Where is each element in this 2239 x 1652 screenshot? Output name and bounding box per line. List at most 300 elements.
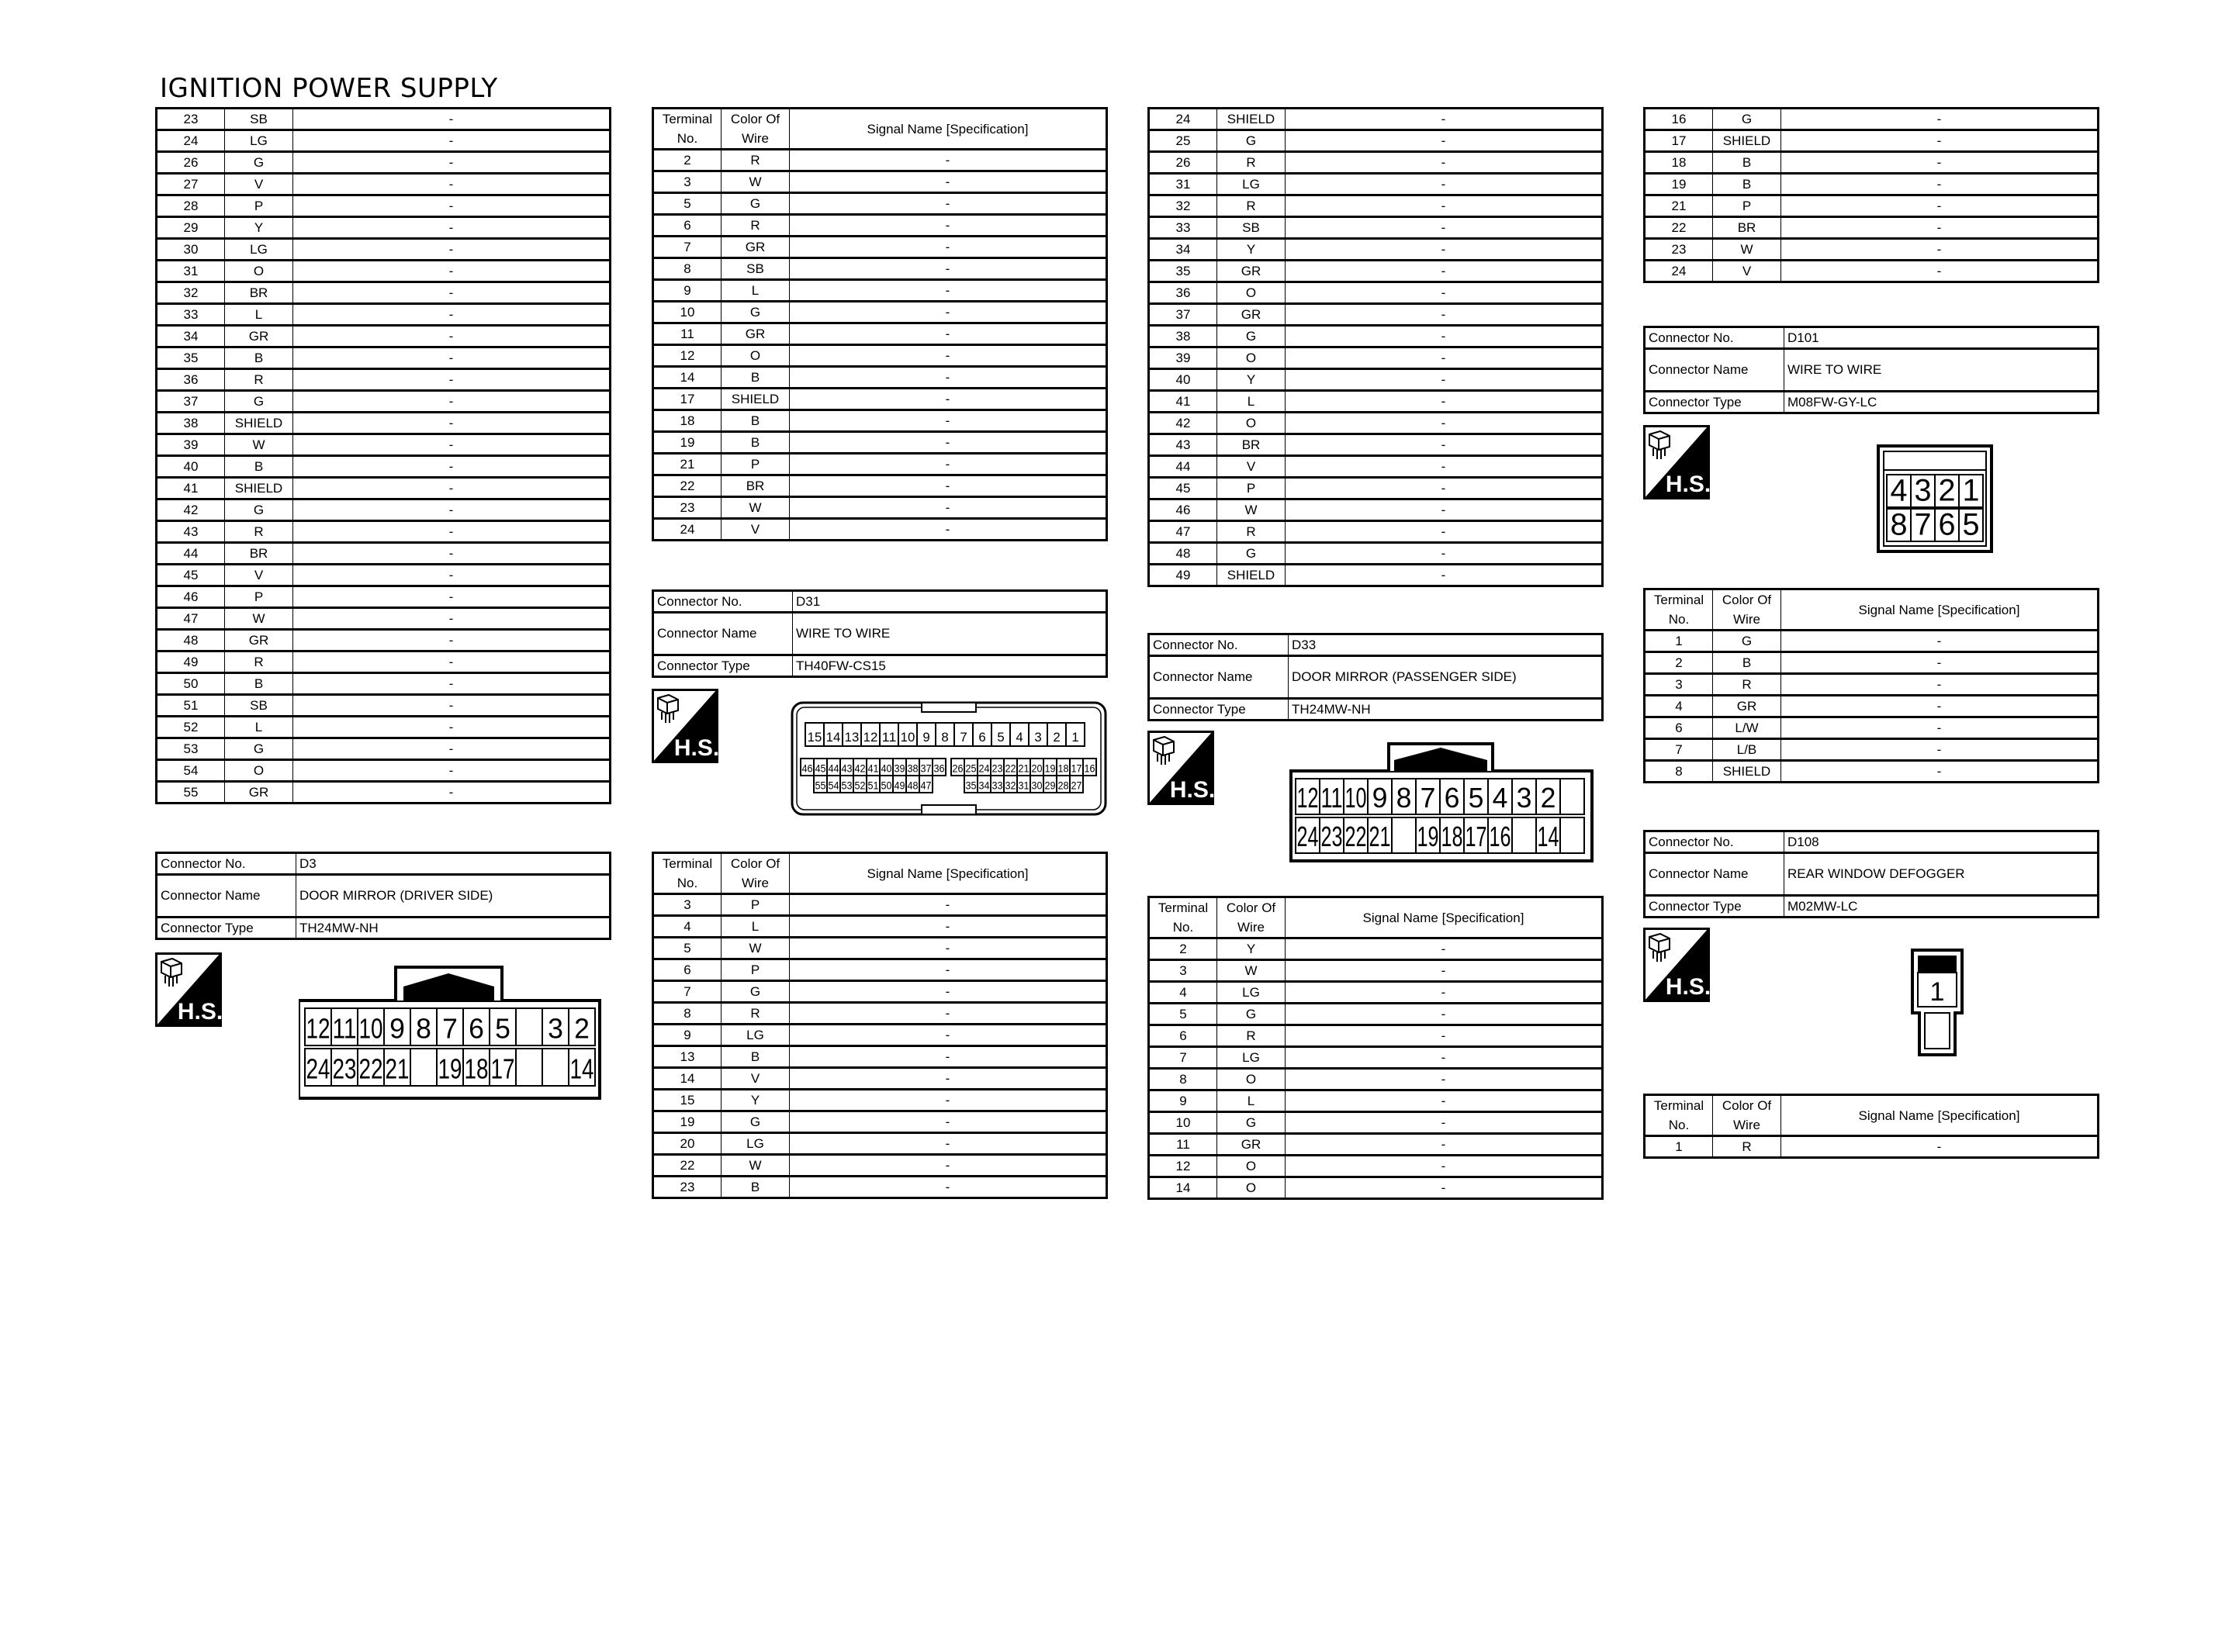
terminal-table-d108 bbox=[1643, 1094, 2099, 1159]
signal-name: - bbox=[1286, 565, 1603, 586]
table-row bbox=[157, 456, 611, 478]
signal-name: - bbox=[293, 673, 611, 695]
signal-name: - bbox=[293, 456, 611, 478]
pin-label: 4 bbox=[1016, 730, 1023, 745]
signal-name: - bbox=[1781, 174, 2099, 195]
terminal-no: 1 bbox=[1645, 1136, 1713, 1158]
pin-label: 29 bbox=[1044, 779, 1056, 792]
table-row bbox=[1149, 478, 1603, 499]
pin-label: 45 bbox=[815, 762, 826, 775]
terminal-no: 24 bbox=[157, 130, 225, 152]
pin-label: 23 bbox=[1320, 820, 1343, 852]
table-row bbox=[157, 174, 611, 195]
table-row bbox=[1149, 1090, 1603, 1112]
table-row bbox=[653, 258, 1107, 280]
wire-color: BR bbox=[1713, 217, 1781, 239]
terminal-no: 23 bbox=[1645, 239, 1713, 261]
wire-color: R bbox=[1217, 521, 1286, 543]
pin-label: 8 bbox=[416, 1012, 431, 1045]
table-row bbox=[653, 454, 1107, 475]
wire-color: G bbox=[225, 391, 293, 413]
wire-color: SB bbox=[225, 109, 293, 130]
signal-name: - bbox=[1286, 1134, 1603, 1156]
connector-no: D31 bbox=[793, 591, 1107, 613]
table-row bbox=[1149, 982, 1603, 1004]
terminal-no: 40 bbox=[157, 456, 225, 478]
table-row bbox=[1149, 391, 1603, 413]
table-row bbox=[157, 673, 611, 695]
table-row bbox=[157, 782, 611, 804]
signal-name: - bbox=[790, 237, 1107, 258]
table-row bbox=[1645, 717, 2099, 739]
terminal-no: 38 bbox=[1149, 326, 1217, 347]
signal-name: - bbox=[293, 391, 611, 413]
pin-label: 23 bbox=[991, 762, 1003, 775]
terminal-no: 12 bbox=[1149, 1156, 1217, 1177]
pin-label: 47 bbox=[920, 779, 932, 792]
signal-name: - bbox=[1286, 239, 1603, 261]
wire-color: G bbox=[225, 738, 293, 760]
terminal-no: 36 bbox=[157, 369, 225, 391]
connector-no: D101 bbox=[1784, 327, 2099, 349]
signal-name: - bbox=[1286, 261, 1603, 282]
signal-name: - bbox=[1286, 130, 1603, 152]
pin-label: 11 bbox=[332, 1012, 357, 1045]
signal-name: - bbox=[293, 130, 611, 152]
table-row bbox=[1149, 960, 1603, 982]
signal-name: - bbox=[1781, 195, 2099, 217]
terminal-no: 22 bbox=[1645, 217, 1713, 239]
table-row bbox=[1149, 938, 1603, 960]
pin-label: 24 bbox=[1296, 820, 1319, 852]
pin-label: 18 bbox=[464, 1052, 489, 1085]
wire-color: W bbox=[225, 434, 293, 456]
terminal-no: 37 bbox=[157, 391, 225, 413]
table-row bbox=[157, 304, 611, 326]
wire-color: O bbox=[1217, 1177, 1286, 1199]
table-row bbox=[653, 1111, 1107, 1133]
signal-name: - bbox=[790, 323, 1107, 345]
pin-label: 12 bbox=[306, 1012, 330, 1045]
terminal-no: 9 bbox=[653, 280, 722, 302]
connector-name: DOOR MIRROR (DRIVER SIDE) bbox=[296, 875, 611, 918]
pin-label: 42 bbox=[854, 762, 866, 775]
table-row bbox=[653, 193, 1107, 215]
table-row bbox=[653, 1025, 1107, 1046]
terminal-no: 16 bbox=[1645, 109, 1713, 130]
wire-color: L bbox=[1217, 391, 1286, 413]
wire-color: B bbox=[722, 410, 790, 432]
table-row bbox=[1149, 239, 1603, 261]
table-row bbox=[157, 565, 611, 586]
header-signal-name: Signal Name [Specification] bbox=[1286, 897, 1603, 938]
pin-label: 14 bbox=[569, 1052, 594, 1085]
terminal-no: 10 bbox=[653, 302, 722, 323]
pin-label: 6 bbox=[1938, 507, 1956, 542]
terminal-no: 38 bbox=[157, 413, 225, 434]
signal-name: - bbox=[790, 1090, 1107, 1111]
pin-label: 7 bbox=[1420, 781, 1436, 814]
wire-color: B bbox=[1713, 652, 1781, 674]
table-row bbox=[157, 239, 611, 261]
signal-name: - bbox=[790, 367, 1107, 389]
table-row bbox=[157, 282, 611, 304]
terminal-table-d33 bbox=[1147, 896, 1604, 1200]
table-row bbox=[1645, 174, 2099, 195]
signal-name: - bbox=[790, 519, 1107, 541]
table-row bbox=[1149, 109, 1603, 130]
table-row bbox=[1645, 674, 2099, 696]
terminal-no: 4 bbox=[1645, 696, 1713, 717]
hs-icon bbox=[1643, 425, 1710, 503]
signal-name: - bbox=[790, 938, 1107, 959]
table-row bbox=[653, 389, 1107, 410]
signal-name: - bbox=[293, 152, 611, 174]
table-header-row bbox=[1645, 1095, 2099, 1136]
signal-name: - bbox=[790, 1155, 1107, 1177]
table-row bbox=[653, 367, 1107, 389]
table-row bbox=[653, 497, 1107, 519]
table-row bbox=[157, 695, 611, 717]
table-row bbox=[1149, 195, 1603, 217]
table-row bbox=[1149, 369, 1603, 391]
wire-color: L/W bbox=[1713, 717, 1781, 739]
table-row bbox=[653, 1068, 1107, 1090]
wire-color: GR bbox=[225, 782, 293, 804]
terminal-no: 3 bbox=[1149, 960, 1217, 982]
wire-color: L bbox=[722, 280, 790, 302]
wire-color: P bbox=[225, 195, 293, 217]
table-row bbox=[653, 215, 1107, 237]
wire-color: W bbox=[722, 938, 790, 959]
signal-name: - bbox=[1286, 282, 1603, 304]
table-row bbox=[1149, 1047, 1603, 1069]
terminal-no: 46 bbox=[1149, 499, 1217, 521]
pin-label: 24 bbox=[306, 1052, 330, 1085]
hs-label: H.S. bbox=[1665, 472, 1710, 497]
label-connector-name: Connector Name bbox=[1645, 349, 1784, 392]
table-row bbox=[1149, 521, 1603, 543]
pin-label: 17 bbox=[1071, 762, 1082, 775]
wire-color: L bbox=[225, 304, 293, 326]
table-header-row bbox=[1645, 589, 2099, 631]
table-row bbox=[653, 475, 1107, 497]
pin-label: 22 bbox=[1344, 820, 1367, 852]
table-row bbox=[157, 217, 611, 239]
pin-label: 37 bbox=[920, 762, 932, 775]
terminal-no: 21 bbox=[1645, 195, 1713, 217]
table-row bbox=[157, 130, 611, 152]
terminal-no: 6 bbox=[1149, 1025, 1217, 1047]
connector-diagram-d108 bbox=[1910, 948, 1964, 1058]
signal-name: - bbox=[293, 543, 611, 565]
table-row bbox=[653, 150, 1107, 171]
signal-name: - bbox=[1286, 1047, 1603, 1069]
signal-name: - bbox=[790, 1133, 1107, 1155]
pin-label: 18 bbox=[1441, 820, 1463, 852]
terminal-no: 2 bbox=[1149, 938, 1217, 960]
terminal-no: 49 bbox=[1149, 565, 1217, 586]
table-row bbox=[157, 630, 611, 651]
wire-color: R bbox=[722, 215, 790, 237]
signal-name: - bbox=[790, 1025, 1107, 1046]
hs-icon bbox=[155, 952, 222, 1031]
signal-name: - bbox=[1781, 696, 2099, 717]
terminal-no: 3 bbox=[1645, 674, 1713, 696]
signal-name: - bbox=[1286, 1025, 1603, 1047]
wire-color: SHIELD bbox=[1713, 130, 1781, 152]
signal-name: - bbox=[1286, 391, 1603, 413]
pin-label: 17 bbox=[1465, 820, 1487, 852]
terminal-no: 30 bbox=[157, 239, 225, 261]
wire-color: B bbox=[225, 347, 293, 369]
table-row bbox=[1645, 130, 2099, 152]
table-row bbox=[1149, 304, 1603, 326]
table-row bbox=[157, 760, 611, 782]
pin-label: 8 bbox=[1396, 781, 1412, 814]
terminal-no: 6 bbox=[653, 959, 722, 981]
pin-label: 10 bbox=[358, 1012, 383, 1045]
terminal-no: 35 bbox=[1149, 261, 1217, 282]
terminal-no: 3 bbox=[653, 894, 722, 916]
terminal-table-column3 bbox=[1147, 107, 1604, 587]
wire-color: W bbox=[1217, 499, 1286, 521]
signal-name: - bbox=[1286, 174, 1603, 195]
wire-color: R bbox=[225, 369, 293, 391]
wire-color: B bbox=[1713, 174, 1781, 195]
wire-color: GR bbox=[225, 326, 293, 347]
terminal-no: 14 bbox=[1149, 1177, 1217, 1199]
terminal-no: 4 bbox=[1149, 982, 1217, 1004]
signal-name: - bbox=[293, 608, 611, 630]
pin-label: 3 bbox=[1516, 781, 1532, 814]
signal-name: - bbox=[293, 326, 611, 347]
header-terminal-no: Terminal No. bbox=[1149, 897, 1217, 938]
wire-color: G bbox=[225, 499, 293, 521]
connector-type: TH24MW-NH bbox=[296, 918, 611, 939]
table-row bbox=[1645, 761, 2099, 783]
signal-name: - bbox=[1286, 938, 1603, 960]
table-row bbox=[653, 1177, 1107, 1198]
wire-color: W bbox=[1217, 960, 1286, 982]
table-row bbox=[1149, 1177, 1603, 1199]
wire-color: O bbox=[1217, 1156, 1286, 1177]
terminal-no: 45 bbox=[1149, 478, 1217, 499]
pin-label: 35 bbox=[965, 779, 977, 792]
terminal-no: 24 bbox=[1149, 109, 1217, 130]
pin-label: 9 bbox=[389, 1012, 405, 1045]
table-row bbox=[1645, 239, 2099, 261]
wire-color: P bbox=[1217, 478, 1286, 499]
table-row bbox=[157, 347, 611, 369]
header-signal-name: Signal Name [Specification] bbox=[790, 109, 1107, 150]
pin-cavity bbox=[542, 1049, 569, 1086]
terminal-no: 44 bbox=[1149, 456, 1217, 478]
terminal-no: 41 bbox=[1149, 391, 1217, 413]
terminal-no: 22 bbox=[653, 1155, 722, 1177]
pin-label: 24 bbox=[978, 762, 990, 775]
terminal-no: 43 bbox=[1149, 434, 1217, 456]
signal-name: - bbox=[790, 193, 1107, 215]
terminal-no: 1 bbox=[1645, 631, 1713, 652]
pin-label: 21 bbox=[1369, 820, 1391, 852]
signal-name: - bbox=[1781, 1136, 2099, 1158]
signal-name: - bbox=[1781, 239, 2099, 261]
label-connector-name: Connector Name bbox=[157, 875, 296, 918]
wire-color: Y bbox=[722, 1090, 790, 1111]
wire-color: O bbox=[225, 760, 293, 782]
terminal-no: 19 bbox=[1645, 174, 1713, 195]
terminal-no: 42 bbox=[157, 499, 225, 521]
signal-name: - bbox=[790, 280, 1107, 302]
table-row bbox=[1149, 152, 1603, 174]
signal-name: - bbox=[1286, 543, 1603, 565]
label-connector-no: Connector No. bbox=[157, 853, 296, 875]
terminal-no: 55 bbox=[157, 782, 225, 804]
wire-color: W bbox=[722, 171, 790, 193]
table-row bbox=[157, 152, 611, 174]
signal-name: - bbox=[790, 1111, 1107, 1133]
wire-color: R bbox=[722, 150, 790, 171]
connector-name: REAR WINDOW DEFOGGER bbox=[1784, 853, 2099, 896]
header-terminal-no: Terminal No. bbox=[653, 109, 722, 150]
pin-label: 19 bbox=[1044, 762, 1056, 775]
terminal-no: 47 bbox=[1149, 521, 1217, 543]
label-connector-no: Connector No. bbox=[1645, 327, 1784, 349]
wire-color: LG bbox=[1217, 174, 1286, 195]
header-signal-name: Signal Name [Specification] bbox=[790, 853, 1107, 894]
pin-label: 33 bbox=[991, 779, 1003, 792]
signal-name: - bbox=[1286, 1004, 1603, 1025]
signal-name: - bbox=[293, 760, 611, 782]
table-row bbox=[653, 410, 1107, 432]
signal-name: - bbox=[1286, 1090, 1603, 1112]
terminal-no: 53 bbox=[157, 738, 225, 760]
connector-no: D3 bbox=[296, 853, 611, 875]
terminal-no: 27 bbox=[157, 174, 225, 195]
wire-color: B bbox=[225, 456, 293, 478]
signal-name: - bbox=[293, 738, 611, 760]
pin-label: 12 bbox=[863, 730, 878, 745]
connector-info-d31 bbox=[652, 589, 1108, 678]
signal-name: - bbox=[790, 981, 1107, 1003]
hs-icon bbox=[1147, 731, 1214, 809]
table-row bbox=[1149, 174, 1603, 195]
pin-label: 14 bbox=[1537, 820, 1559, 852]
table-row bbox=[653, 1155, 1107, 1177]
wire-color: V bbox=[1217, 456, 1286, 478]
terminal-no: 39 bbox=[157, 434, 225, 456]
terminal-table-d3-continued bbox=[155, 107, 611, 804]
terminal-no: 37 bbox=[1149, 304, 1217, 326]
pin-label: 18 bbox=[1057, 762, 1069, 775]
table-row bbox=[653, 894, 1107, 916]
signal-name: - bbox=[1781, 761, 2099, 783]
pin-label: 43 bbox=[841, 762, 853, 775]
terminal-no: 3 bbox=[653, 171, 722, 193]
connector-type: TH24MW-NH bbox=[1289, 699, 1603, 721]
terminal-no: 11 bbox=[653, 323, 722, 345]
wire-color: G bbox=[722, 193, 790, 215]
pin-label: 25 bbox=[965, 762, 977, 775]
wire-color: G bbox=[225, 152, 293, 174]
pin-cavity bbox=[1560, 817, 1584, 853]
table-row bbox=[1149, 499, 1603, 521]
signal-name: - bbox=[790, 302, 1107, 323]
wire-color: B bbox=[722, 1046, 790, 1068]
pin-label: 26 bbox=[952, 762, 964, 775]
pin-label: 28 bbox=[1057, 779, 1069, 792]
table-row bbox=[157, 717, 611, 738]
table-row bbox=[653, 237, 1107, 258]
table-row bbox=[1149, 1069, 1603, 1090]
signal-name: - bbox=[1286, 217, 1603, 239]
wire-color: W bbox=[722, 497, 790, 519]
wire-color: O bbox=[1217, 282, 1286, 304]
pin-label: 36 bbox=[933, 762, 945, 775]
table-row bbox=[157, 651, 611, 673]
wire-color: BR bbox=[1217, 434, 1286, 456]
wire-color: O bbox=[1217, 413, 1286, 434]
signal-name: - bbox=[1286, 456, 1603, 478]
pin-label: 16 bbox=[1489, 820, 1511, 852]
table-row bbox=[653, 345, 1107, 367]
label-connector-type: Connector Type bbox=[1645, 392, 1784, 413]
pin-label: 9 bbox=[922, 730, 930, 745]
terminal-table-d101 bbox=[1643, 588, 2099, 783]
table-row bbox=[1149, 282, 1603, 304]
wire-color: BR bbox=[225, 543, 293, 565]
terminal-no: 8 bbox=[653, 258, 722, 280]
pin-label: 19 bbox=[438, 1052, 462, 1085]
pin-label: 46 bbox=[801, 762, 813, 775]
terminal-no: 12 bbox=[653, 345, 722, 367]
table-row bbox=[157, 369, 611, 391]
terminal-no: 17 bbox=[1645, 130, 1713, 152]
hs-label: H.S. bbox=[673, 735, 718, 761]
connector-no: D108 bbox=[1784, 831, 2099, 853]
wire-color: V bbox=[225, 565, 293, 586]
signal-name: - bbox=[790, 1177, 1107, 1198]
pin-label: 5 bbox=[495, 1012, 510, 1045]
table-row bbox=[1149, 543, 1603, 565]
wire-color: R bbox=[1217, 152, 1286, 174]
pin-label: 34 bbox=[978, 779, 990, 792]
terminal-no: 2 bbox=[1645, 652, 1713, 674]
wire-color: B bbox=[1713, 152, 1781, 174]
terminal-no: 20 bbox=[653, 1133, 722, 1155]
terminal-no: 26 bbox=[157, 152, 225, 174]
connector-type: M08FW-GY-LC bbox=[1784, 392, 2099, 413]
pin-label: 2 bbox=[1540, 781, 1556, 814]
table-row bbox=[653, 302, 1107, 323]
pin-cavity bbox=[1560, 779, 1584, 814]
wire-color: W bbox=[722, 1155, 790, 1177]
wire-color: SHIELD bbox=[1217, 109, 1286, 130]
pin-label: 14 bbox=[825, 730, 841, 745]
signal-name: - bbox=[1286, 1156, 1603, 1177]
wire-color: R bbox=[225, 651, 293, 673]
signal-name: - bbox=[293, 478, 611, 499]
terminal-no: 17 bbox=[653, 389, 722, 410]
label-connector-no: Connector No. bbox=[1645, 831, 1784, 853]
pin-label: 31 bbox=[1018, 779, 1030, 792]
signal-name: - bbox=[293, 217, 611, 239]
label-connector-type: Connector Type bbox=[653, 655, 793, 677]
header-color-of-wire: Color Of Wire bbox=[722, 853, 790, 894]
pin-label: 5 bbox=[997, 730, 1005, 745]
pin-label: 6 bbox=[469, 1012, 484, 1045]
